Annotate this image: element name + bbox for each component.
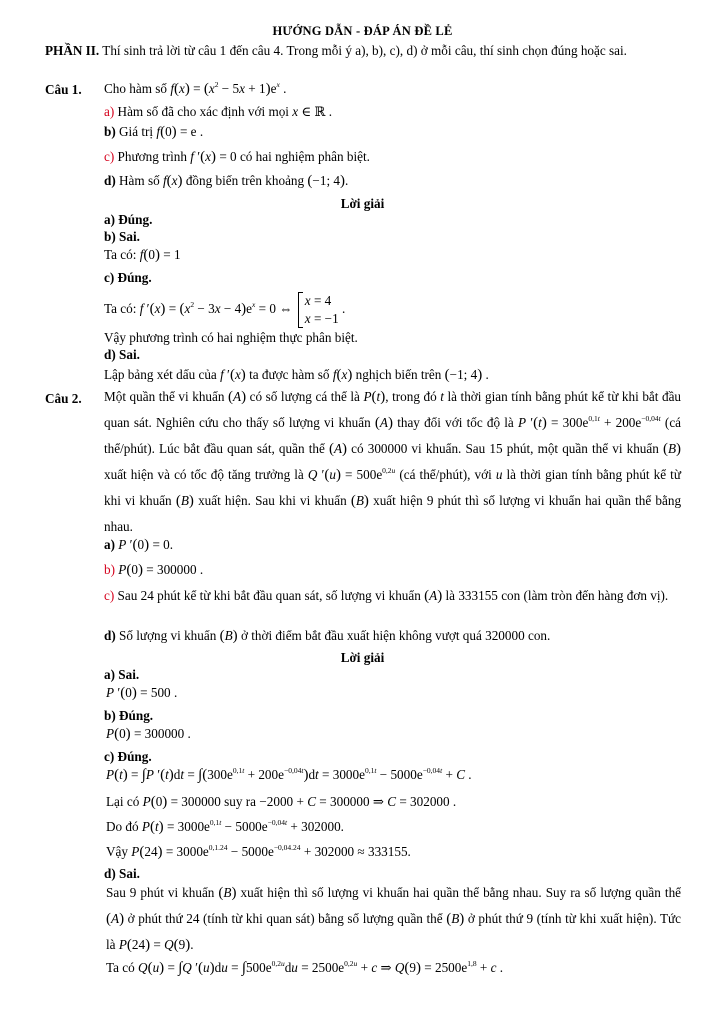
q2-answer-a: a) Sai. bbox=[104, 667, 140, 682]
q2-statement-d: d) Số lượng vi khuẩn (B) ở thời điểm bắt đầu xuất hiện không vượt quá 320000 con. bbox=[104, 628, 551, 644]
q1-answer-c-work: Ta có: f $'(x) = (x^2 - 3x - 4)e^x = 0$ ⇔ x = 4 x = −1 . bbox=[104, 292, 346, 326]
q2-answer-d-explanation: Sau 9 phút vi khuẩn (B) xuất hiện thì số lượng vi khuẩn hai quần thể bằng nhau. Suy ra số lượng quần thể (A) ở phút thứ 24 (tính từ khi quan sát) bằng số lượng quần thể (B) ở phút thứ 9 (tính từ khi xuất hiện). Tức là P(24) = Q(9). bbox=[106, 885, 682, 953]
q2-answer-d: d) Sai. bbox=[104, 866, 140, 881]
q2-answer-d-integral: Ta có Q(u) = ∫Q $'(u)du = \int 500e^{0,2u}du = 2500e^{0,2u} + c$ ⇒ $Q(9) = 2500e^{1,8} + c$ . bbox=[106, 959, 504, 976]
q1-statement-a: a) Hàm số đã cho xác định với mọi x ∈ ℝ . bbox=[104, 104, 333, 119]
question-1-label: Câu 1. bbox=[45, 82, 82, 97]
q2-answer-c-integral: P(t) = ∫P $'(t)dt = \int(300e^{0,1t} + 200e^{-0,04t})dt = 3000e^{0,1t} - 5000e^{-0,04t} + C$ . bbox=[106, 766, 472, 783]
q1-answer-c-conclusion: Vậy phương trình có hai nghiệm thực phân biệt. bbox=[104, 330, 358, 345]
question-2-stem: Một quần thể vi khuẩn (A) có số lượng cá thể là P(t), trong đó t là thời gian tính bằng phút kể từ khi bắt đầu quan sát. Nghiên cứu cho thấy số lượng vi khuẩn (A) thay đổi với tốc độ là P $'(t) = 300e^{0,1t} + 200e^{-0,04t}$ (cá thể/phút). Lúc bắt đầu quan sát, quần thể (A) có 300000 vi khuẩn. Sau 15 phút, một quần thể vi khuẩn (B) xuất hiện và có tốc độ tăng trưởng là Q $'(u) = 500e^{0,2u}$ (cá thể/phút), với u là thời gian tính bằng phút kể từ khi vi khuẩn (B) xuất hiện. Sau khi vi khuẩn (B) xuất hiện 9 phút thì số lượng vi khuẩn hai quần thể bằng nhau. bbox=[104, 389, 682, 534]
section-header bbox=[45, 42, 685, 60]
solution-heading-1: Lời giải bbox=[340, 196, 385, 211]
q2-statement-a: a) P ′(0) = 0. bbox=[104, 537, 174, 553]
q2-answer-b-work: P(0) = 300000 . bbox=[106, 726, 191, 742]
q2-answer-a-work: P ′(0) = 500 . bbox=[106, 685, 178, 701]
q1-answer-d: d) Sai. bbox=[104, 347, 140, 362]
q1-answer-a: a) Đúng. bbox=[104, 212, 153, 227]
section-instructions: Thí sinh trả lời từ câu 1 đến câu 4. Trong mỗi ý a), b), c), d) ở mỗi câu, thí sinh chọn đúng hoặc sai. bbox=[102, 43, 627, 58]
q2-answer-c-constant: Lại có P(0) = 300000 suy ra −2000 + C = 300000 ⇒ C = 302000 . bbox=[106, 794, 457, 810]
q2-answer-c: c) Đúng. bbox=[104, 749, 152, 764]
q1-statement-b: b) Giá trị f(0) = e . bbox=[104, 124, 204, 140]
q1-statement-d: d) Hàm số f(x) đồng biến trên khoảng (−1; 4). bbox=[104, 173, 349, 189]
q2-answer-b: b) Đúng. bbox=[104, 708, 154, 723]
page-title: HƯỚNG DẪN - ĐÁP ÁN ĐỀ LẺ bbox=[272, 24, 453, 38]
solution-heading-2: Lời giải bbox=[340, 650, 385, 665]
q2-statement-b: b) P(0) = 300000 . bbox=[104, 562, 204, 578]
q1-answer-b: b) Sai. bbox=[104, 229, 140, 244]
section-label: PHẦN II. bbox=[45, 43, 100, 58]
q2-answer-c-formula: Do đó $P(t) = 3000e^{0,1t} - 5000e^{-0,04t} + 302000$. bbox=[106, 818, 344, 835]
q1-answer-d-work: Lập bảng xét dấu của f ′(x) ta được hàm số f(x) nghịch biến trên (−1; 4) . bbox=[104, 367, 489, 383]
q2-statement-c: c) Sau 24 phút kể từ khi bắt đầu quan sát, số lượng vi khuẩn (A) là 333155 con (làm tròn đến hàng đơn vị). bbox=[104, 588, 669, 604]
q1-statement-c: c) Phương trình f ′(x) = 0 có hai nghiệm phân biệt. bbox=[104, 149, 370, 165]
q1-answer-b-work: Ta có: f(0) = 1 bbox=[104, 247, 181, 263]
q1-answer-c: c) Đúng. bbox=[104, 270, 152, 285]
q2-answer-c-value: Vậy $P(24) = 3000e^{0,1.24} - 5000e^{-0,04.24} + 302000 \approx 333155$. bbox=[106, 843, 411, 860]
question-2-label: Câu 2. bbox=[45, 391, 82, 406]
question-1-stem: Cho hàm số $f(x) = (x^2 - 5x + 1)e^x$ . bbox=[104, 80, 287, 97]
